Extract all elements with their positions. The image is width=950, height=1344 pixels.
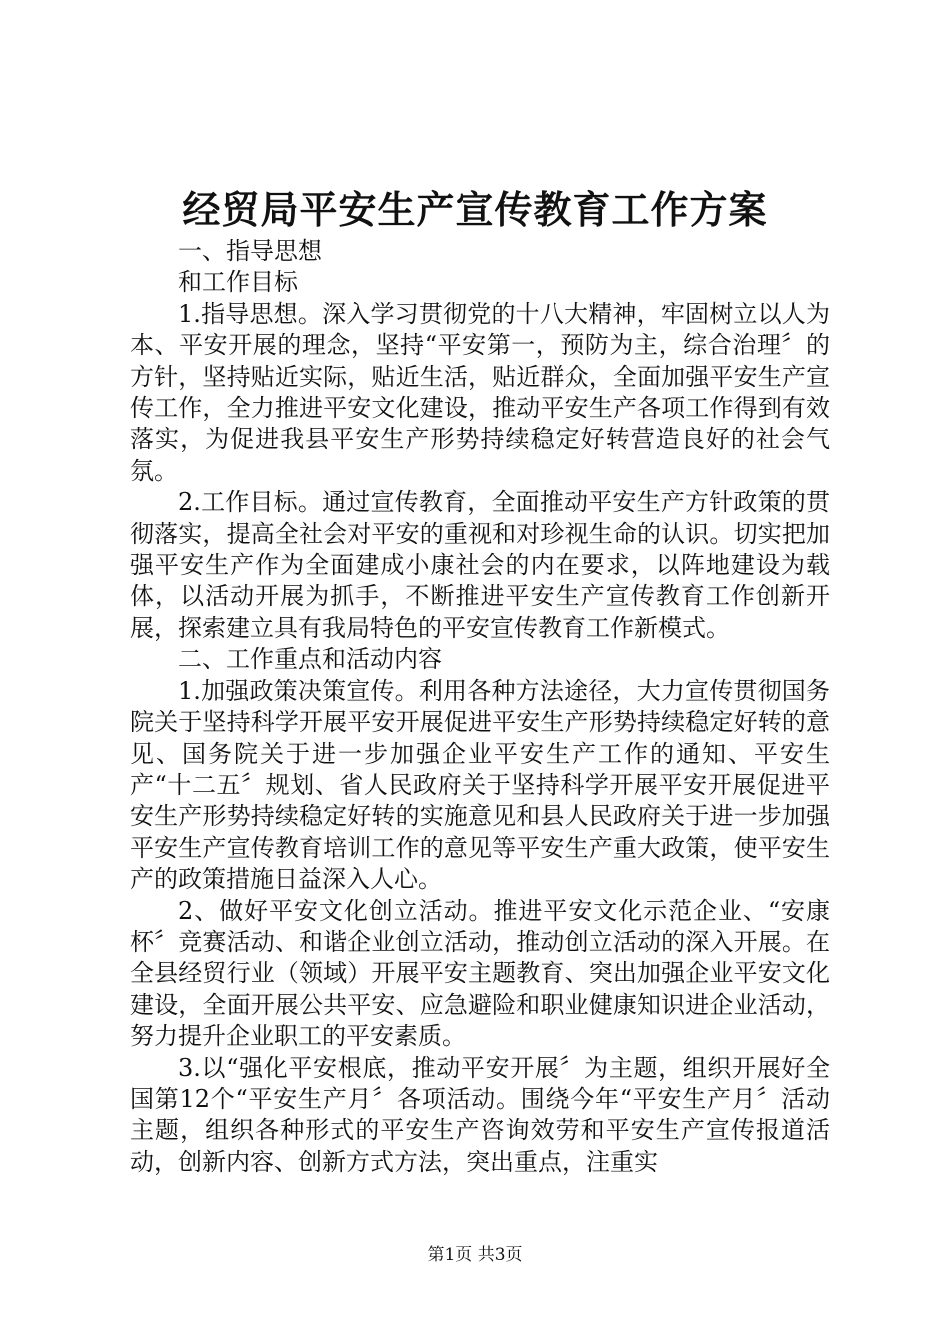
document-body bbox=[130, 236, 830, 1178]
page-number-footer: 第1页 共3页 bbox=[427, 1245, 523, 1265]
section2-heading: 二、工作重点和活动内容 bbox=[178, 645, 442, 674]
paragraph-safety-month: 3.以“强化平安根底，推动平安开展〞为主题，组织开展好全国第12个“平安生产月〞各项活动。围绕今年“平安生产月〞活动主题，组织各种形式的平安生产咨询效劳和平安生产宣传报道活动，创新内容、创新方式方法，突出重点，注重实 bbox=[130, 1053, 830, 1176]
paragraph-guiding-thought: 1.指导思想。深入学习贯彻党的十八大精神，牢固树立以人为本、平安开展的理念，坚持“平安第一，预防为主，综合治理〞的方针，坚持贴近实际，贴近生活，贴近群众，全面加强平安生产宣传工作，全力推进平安文化建设，推动平安生产各项工作得到有效落实，为促进我县平安生产形势持续稳定好转营造良好的社会气氛。 bbox=[130, 299, 830, 485]
section1-heading-line2: 和工作目标 bbox=[178, 268, 298, 297]
paragraph-policy-promotion: 1.加强政策决策宣传。利用各种方法途径，大力宣传贯彻国务院关于坚持科学开展平安开展促进平安生产形势持续稳定好转的意见、国务院关于进一步加强企业平安生产工作的通知、平安生产“十二五〞规划、省人民政府关于坚持科学开展平安开展促进平安生产形势持续稳定好转的实施意见和县人民政府关于进一步加强平安生产宣传教育培训工作的意见等平安生产重大政策，使平安生产的政策措施日益深入人心。 bbox=[130, 676, 830, 894]
paragraph-work-goal: 2.工作目标。通过宣传教育，全面推动平安生产方针政策的贯彻落实，提高全社会对平安的重视和对珍视生命的认识。切实把加强平安生产作为全面建成小康社会的内在要求，以阵地建设为载体，以活动开展为抓手，不断推进平安生产宣传教育工作创新开展，探索建立具有我局特色的平安宣传教育工作新模式。 bbox=[130, 488, 830, 642]
page-title: 经贸局平安生产宣传教育工作方案 bbox=[182, 187, 768, 232]
section1-heading-line1: 一、指导思想 bbox=[178, 237, 322, 265]
paragraph-safety-culture: 2、做好平安文化创立活动。推进平安文化示范企业、“安康杯〞竞赛活动、和谐企业创立活动，推动创立活动的深入开展。在全县经贸行业（领域）开展平安主题教育、突出加强企业平安文化建设，全面开展公共平安、应急避险和职业健康知识进企业活动，努力提升企业职工的平安素质。 bbox=[130, 896, 830, 1051]
